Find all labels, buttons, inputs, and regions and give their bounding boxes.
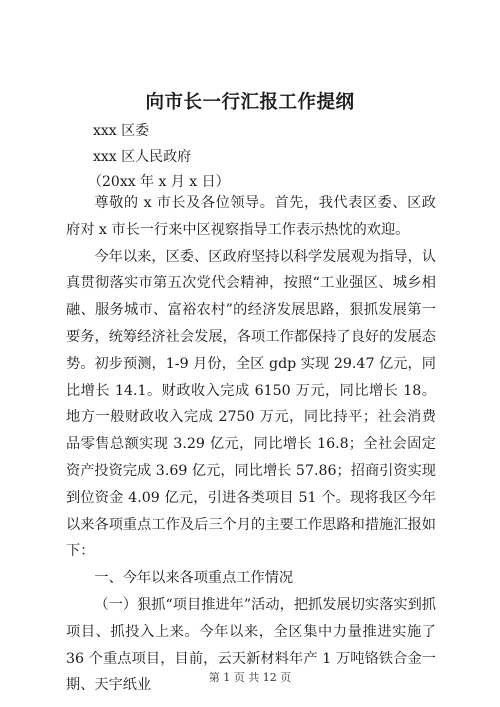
section-heading-1: 一、今年以来各项重点工作情况 [94, 570, 294, 587]
paragraph-overview: 今年以来，区委、区政府坚持以科学发展观为指导，认真贯彻落实市第五次党代会精神，按照“工业强区、城乡相融、服务城市、富裕农村”的经济发展思路，狠抓发展第一要务，统筹经济社会发展，各项工作都保持了良好的发展态势。初步预测，1-9 月份，全区 gdp 实现 29.47 亿元，同比增长 14.1。财政收入完成 6150 万元，同比增长 18。地方一般财政收入完成 2750 万元，同比持平；社会消费品零售总额实现 3.29 亿元，同比增长 16.8；全社会固定资产投资完成 3.69 亿元，同比增长 57.86；招商引资实现到位资金 4.09 亿元，引进各类项目 51 个。现将我区今年以来各项重点工作及后三个月的主要工作思路和措施汇报如下： [66, 248, 436, 560]
paragraph-greeting: 尊敬的 x 市长及各位领导。首先，我代表区委、区政府对 x 市长一行来中区视察指导工作表示热忱的欢迎。 [66, 195, 436, 238]
paragraph-project-promotion: （一）狠抓“项目推进年”活动，把抓发展切实落实到抓项目、抓投入上来。今年以来，全区集中力量推进实施了 36 个重点项目，目前，云天新材料年产 1 万吨铬铁合金一期、天宇纸业 [66, 596, 436, 694]
date-line: （20xx 年 x 月 x 日） [88, 174, 230, 190]
document-title: 向市长一行汇报工作提纲 [145, 92, 355, 113]
addressee-district-committee: xxx 区委 [93, 123, 150, 139]
page-footer: 第 1 页 共 12 页 [208, 671, 292, 684]
document-body [66, 190, 436, 699]
addressee-district-government: xxx 区人民政府 [93, 149, 192, 165]
